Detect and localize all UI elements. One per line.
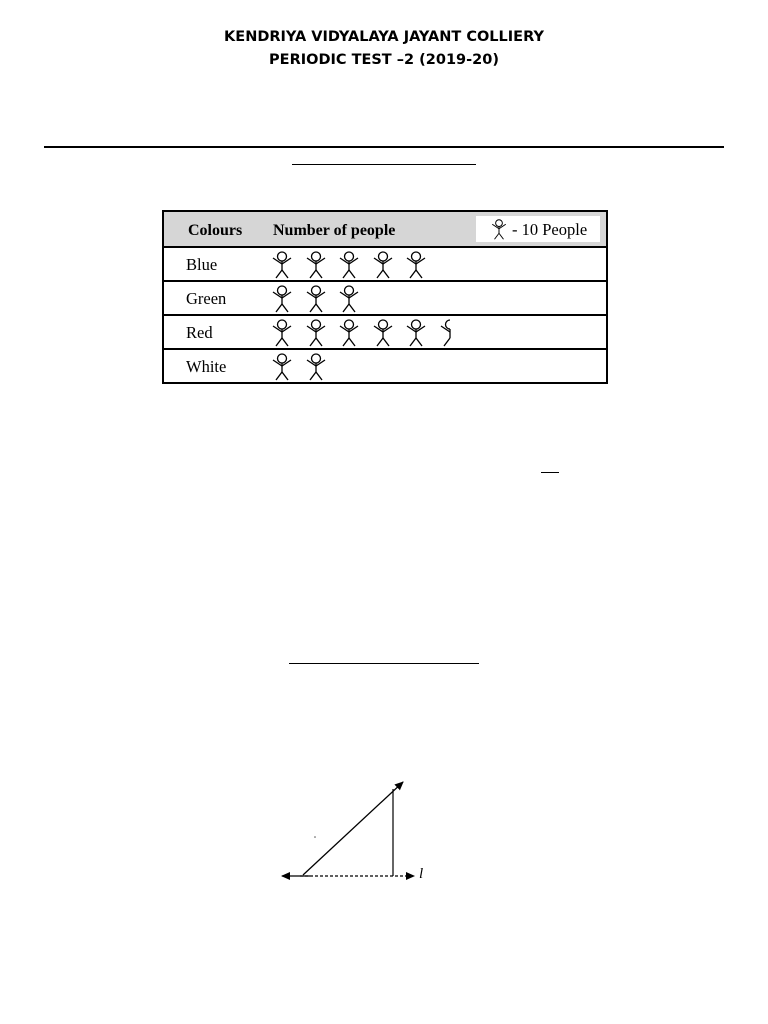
person-icon	[270, 319, 294, 347]
line-label: l	[419, 866, 424, 882]
row-label-blue: Blue	[186, 255, 218, 274]
row-figures-blue	[270, 251, 438, 279]
header-colours: Colours	[188, 222, 243, 239]
row-figures-red	[270, 319, 471, 347]
row-label-green: Green	[186, 289, 227, 308]
school-name: KENDRIYA VIDYALAYA JAYANT COLLIERY	[224, 29, 544, 45]
person-icon	[270, 353, 294, 381]
key-person-icon	[490, 219, 514, 247]
row-label-red: Red	[186, 323, 213, 342]
row-figures-white	[270, 353, 337, 381]
person-icon	[404, 251, 428, 279]
slant-ray	[303, 782, 403, 875]
person-icon	[270, 251, 294, 279]
table-row	[164, 246, 606, 280]
key-text: - 10 People	[512, 220, 588, 239]
pictograph-key	[476, 216, 600, 242]
person-icon	[304, 251, 328, 279]
person-icon	[270, 285, 294, 313]
person-icon	[337, 319, 361, 347]
row-label-white: White	[186, 357, 227, 376]
test-title: PERIODIC TEST –2 (2019-20)	[269, 52, 499, 68]
section-underline-2	[289, 663, 479, 664]
person-icon	[304, 353, 328, 381]
perpendicular-line-diagram	[270, 770, 430, 890]
person-icon	[304, 319, 328, 347]
table-row	[164, 280, 606, 314]
person-icon	[371, 319, 395, 347]
half-person-icon	[438, 319, 462, 347]
person-icon	[371, 251, 395, 279]
pictograph-table	[162, 210, 608, 384]
header-number-of-people: Number of people	[273, 222, 396, 239]
person-icon	[337, 285, 361, 313]
person-icon	[337, 251, 361, 279]
table-header-row	[164, 212, 606, 246]
stray-dot	[314, 836, 316, 838]
row-figures-green	[270, 285, 371, 313]
person-icon	[304, 285, 328, 313]
table-row	[164, 314, 606, 348]
table-row	[164, 348, 606, 382]
section-underline	[292, 164, 476, 165]
person-icon	[404, 319, 428, 347]
header-divider	[44, 146, 724, 148]
fraction-bar	[541, 472, 559, 473]
